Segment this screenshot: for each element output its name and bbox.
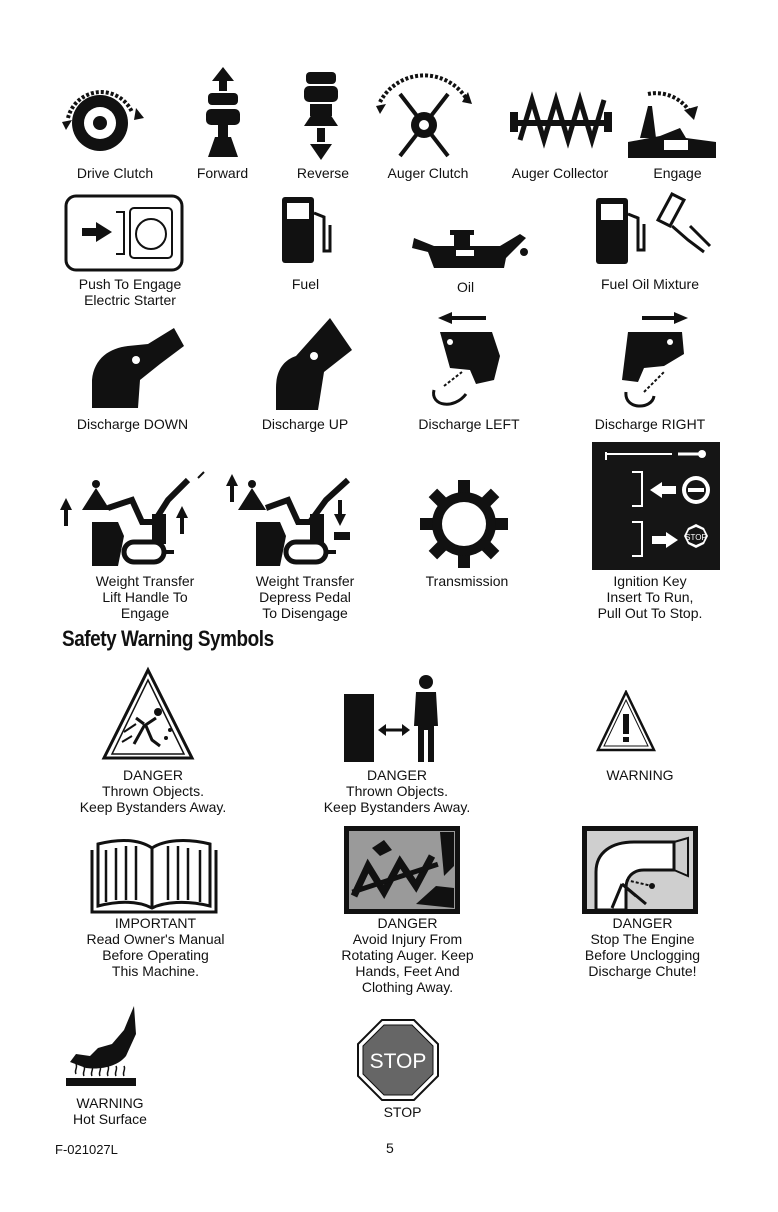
discharge-chute-danger-icon	[582, 826, 698, 914]
reverse-icon	[296, 70, 346, 162]
transmission-label: Transmission	[425, 573, 509, 589]
push-to-engage-label: Push To Engage Electric Starter	[78, 276, 182, 308]
stop-sign-icon	[356, 1018, 440, 1102]
warning-label: WARNING	[606, 767, 674, 783]
auger-clutch-label: Auger Clutch	[387, 165, 469, 181]
drive-clutch-label: Drive Clutch	[76, 165, 154, 181]
discharge-down-icon	[88, 318, 188, 410]
oil-label: Oil	[456, 279, 475, 295]
document-code: F-021027L	[55, 1142, 118, 1157]
discharge-right-label: Discharge RIGHT	[594, 416, 706, 432]
stop-sign-text: STOP	[369, 1050, 427, 1073]
reverse-label: Reverse	[296, 165, 350, 181]
weight-transfer-lift-icon	[58, 470, 208, 570]
drive-clutch-icon	[58, 78, 158, 160]
discharge-up-icon	[270, 316, 356, 412]
safety-heading: Safety Warning Symbols	[62, 626, 274, 651]
oil-icon	[408, 228, 533, 274]
auger-collector-icon	[506, 90, 616, 160]
engage-icon	[620, 78, 720, 162]
page-number: 5	[386, 1140, 394, 1156]
discharge-right-icon	[608, 310, 694, 414]
engage-label: Engage	[653, 165, 702, 181]
owners-manual-icon	[88, 836, 220, 914]
danger-thrown-label-2: DANGER Thrown Objects. Keep Bystanders Away.	[323, 767, 471, 815]
thrown-objects-warning-icon	[100, 666, 196, 762]
discharge-left-label: Discharge LEFT	[418, 416, 520, 432]
weight-transfer-depress-icon	[222, 470, 372, 570]
hot-surface-icon	[62, 1004, 142, 1088]
bystanders-away-icon	[340, 672, 444, 764]
rotating-auger-icon	[344, 826, 460, 914]
danger-auger-label: DANGER Avoid Injury From Rotating Auger. Keep Hands, Feet And Clothing Away.	[341, 915, 474, 995]
push-to-engage-starter-icon	[64, 194, 184, 272]
ignition-key-icon	[592, 442, 720, 570]
warning-triangle-icon	[596, 690, 656, 752]
weight-transfer-lift-label: Weight Transfer Lift Handle To Engage	[95, 573, 195, 621]
discharge-up-label: Discharge UP	[261, 416, 349, 432]
ignition-key-label: Ignition Key Insert To Run, Pull Out To Stop.	[597, 573, 703, 621]
danger-chute-label: DANGER Stop The Engine Before Unclogging Discharge Chute!	[584, 915, 701, 979]
stop-label: STOP	[383, 1104, 422, 1120]
fuel-oil-mixture-icon	[592, 190, 720, 266]
fuel-oil-mixture-label: Fuel Oil Mixture	[600, 276, 700, 292]
danger-thrown-label-1: DANGER Thrown Objects. Keep Bystanders Away.	[79, 767, 227, 815]
forward-label: Forward	[196, 165, 249, 181]
auger-collector-label: Auger Collector	[511, 165, 609, 181]
discharge-left-icon	[420, 310, 510, 414]
transmission-icon	[418, 478, 510, 570]
auger-clutch-icon	[374, 70, 474, 162]
forward-icon	[198, 65, 248, 160]
fuel-label: Fuel	[291, 276, 320, 292]
ignition-stop-text: STOP	[685, 533, 707, 542]
weight-transfer-depress-label: Weight Transfer Depress Pedal To Disengage	[255, 573, 355, 621]
warning-hot-label: WARNING Hot Surface	[73, 1095, 147, 1127]
discharge-down-label: Discharge DOWN	[76, 416, 189, 432]
important-manual-label: IMPORTANT Read Owner's Manual Before Operating This Machine.	[86, 915, 225, 979]
fuel-icon	[278, 195, 334, 265]
